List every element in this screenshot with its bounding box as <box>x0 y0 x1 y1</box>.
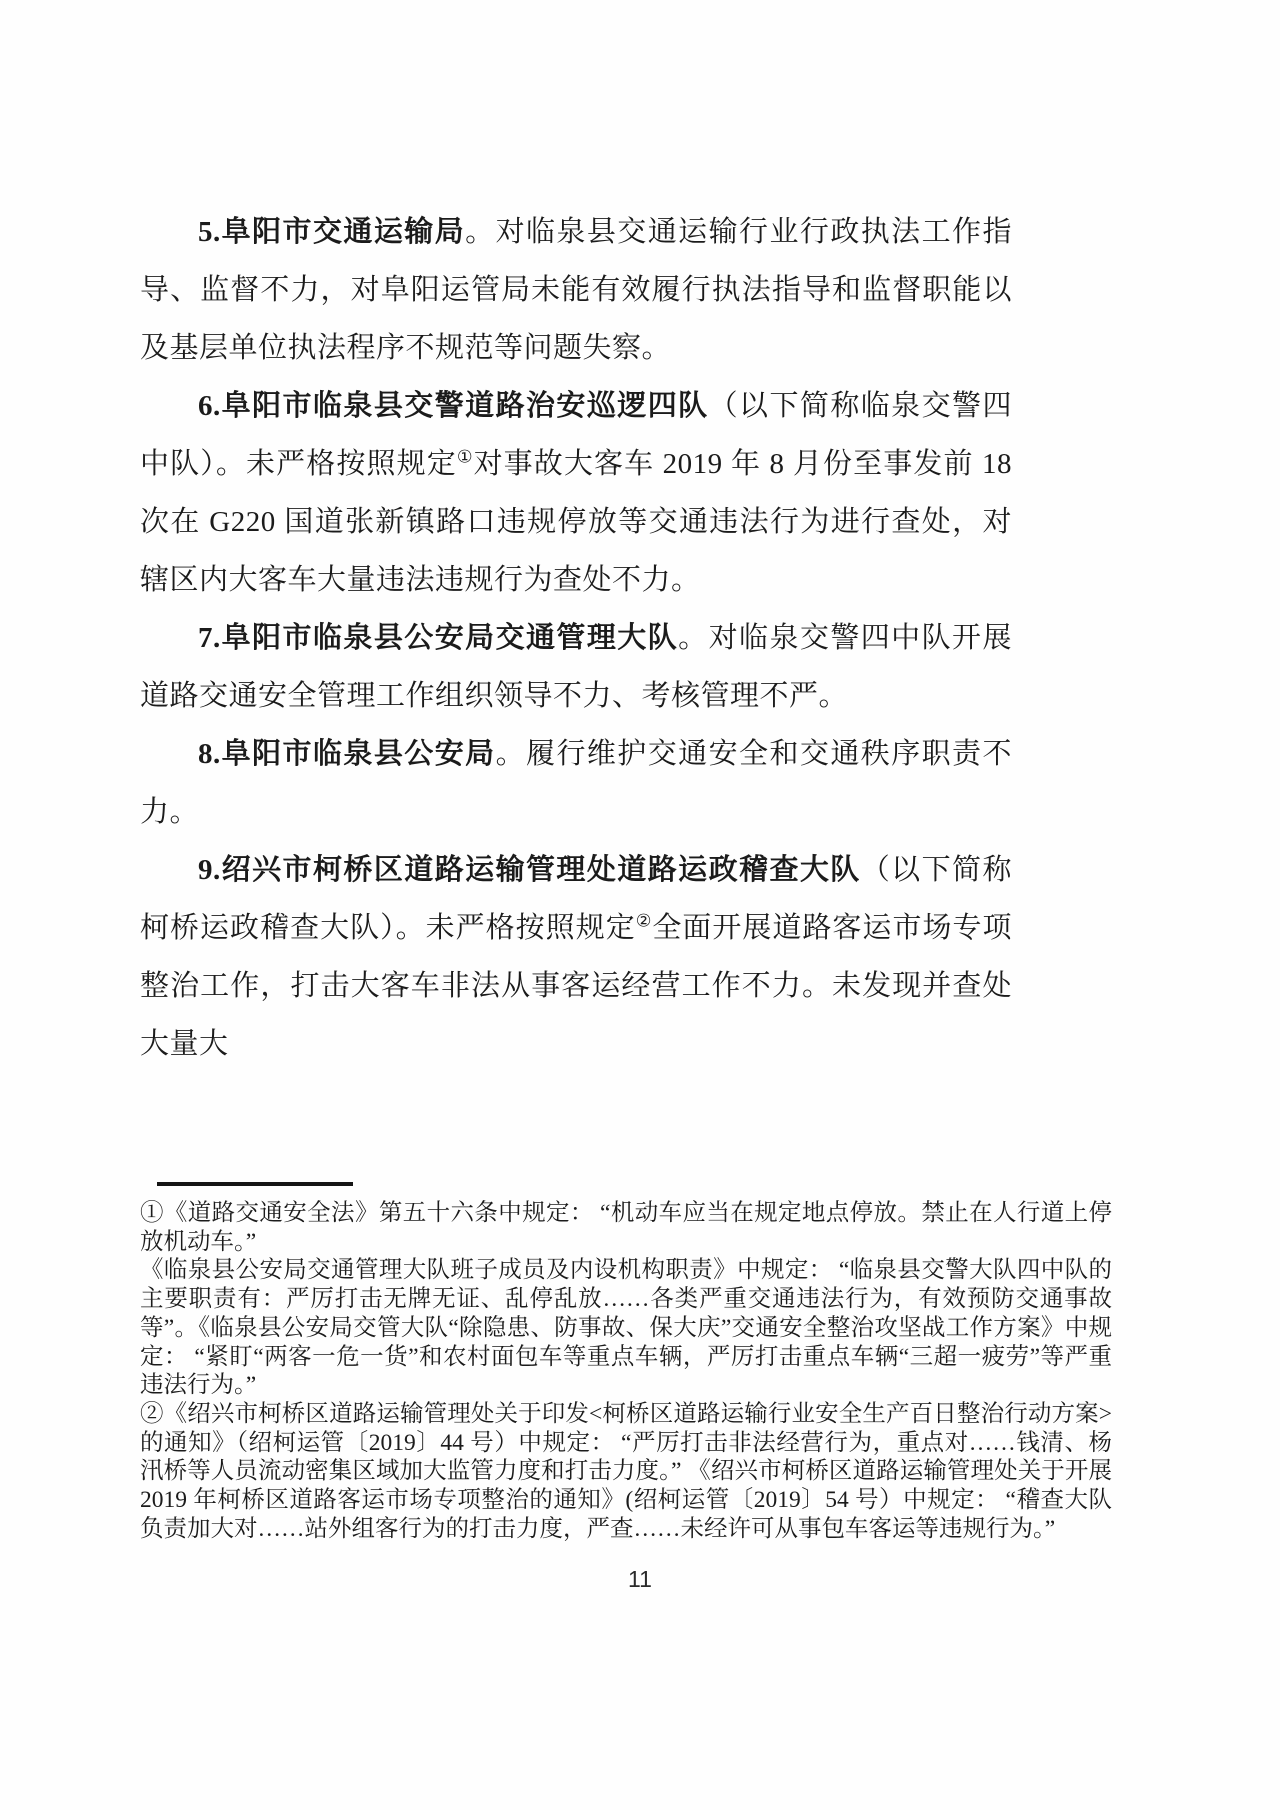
footnote-ref: ① <box>456 446 474 467</box>
item-heading: 5.阜阳市交通运输局 <box>198 216 466 248</box>
item-7 <box>140 609 1012 725</box>
footnotes <box>140 1199 1112 1543</box>
item-text: （以下简称临泉交警四中队）。未严格按照规定 <box>140 390 1012 480</box>
footnote-paragraph-1: ①《道路交通安全法》第五十六条中规定： “机动车应当在规定地点停放。禁止在人行道上停放机动车。” <box>140 1200 1112 1255</box>
item-text: 。履行维护交通安全和交通秩序职责不力。 <box>140 738 1012 828</box>
item-text: 。对临泉县交通运输行业行政执法工作指导、监督不力，对阜阳运管局未能有效履行执法指导和监督职能以及基层单位执法程序不规范等问题失察。 <box>140 216 1012 364</box>
footnote-paragraph-3: ②《绍兴市柯桥区道路运输管理处关于印发<柯桥区道路运输行业安全生产百日整治行动方案>的通知》（绍柯运管〔2019〕44 号）中规定： “严厉打击非法经营行为，重点对……钱清、杨汛桥等人员流动密集区域加大监管力度和打击力度。” 《绍兴市柯桥区道路运输管理处关于开展 2019 年柯桥区道路客运市场专项整治的通知》(绍柯运管〔2019〕54 号）中规定： “稽查大队负责加大对……站外组客行为的打击力度，严查……未经许可从事包车客运等违规行为。” <box>140 1400 1112 1542</box>
item-text: 。对临泉交警四中队开展道路交通安全管理工作组织领导不力、考核管理不严。 <box>140 622 1012 712</box>
item-text: （以下简称柯桥运政稽查大队）。未严格按照规定 <box>140 854 1012 944</box>
footnote-ref: ② <box>635 910 653 931</box>
body-text <box>140 203 1012 1073</box>
item-6 <box>140 377 1012 609</box>
item-text: 对事故大客车 2019 年 8 月份至事发前 18 次在 G220 国道张新镇路口违规停放等交通违法行为进行查处，对辖区内大客车大量违法违规行为查处不力。 <box>140 448 1012 596</box>
item-heading: 9.绍兴市柯桥区道路运输管理处道路运政稽查大队 <box>198 854 861 886</box>
item-9 <box>140 841 1012 1073</box>
item-heading: 7.阜阳市临泉县公安局交通管理大队 <box>198 622 679 654</box>
item-heading: 6.阜阳市临泉县交警道路治安巡逻四队 <box>198 390 709 422</box>
footnote-paragraph-2: 《临泉县公安局交通管理大队班子成员及内设机构职责》中规定： “临泉县交警大队四中队的主要职责有：严厉打击无牌无证、乱停乱放……各类严重交通违法行为，有效预防交通事故等”。《临泉县公安局交管大队“除隐患、防事故、保大庆”交通安全整治攻坚战工作方案》中规定： “紧盯“两客一危一货”和农村面包车等重点车辆，严厉打击重点车辆“三超一疲劳”等严重违法行为。” <box>140 1257 1112 1399</box>
item-text: 全面开展道路客运市场专项整治工作，打击大客车非法从事客运经营工作不力。未发现并查处大量大 <box>140 912 1012 1060</box>
footnote-divider <box>157 1182 353 1186</box>
item-5 <box>140 203 1012 377</box>
item-heading: 8.阜阳市临泉县公安局 <box>198 738 496 770</box>
item-8 <box>140 725 1012 841</box>
page-number: 11 <box>628 1566 652 1592</box>
